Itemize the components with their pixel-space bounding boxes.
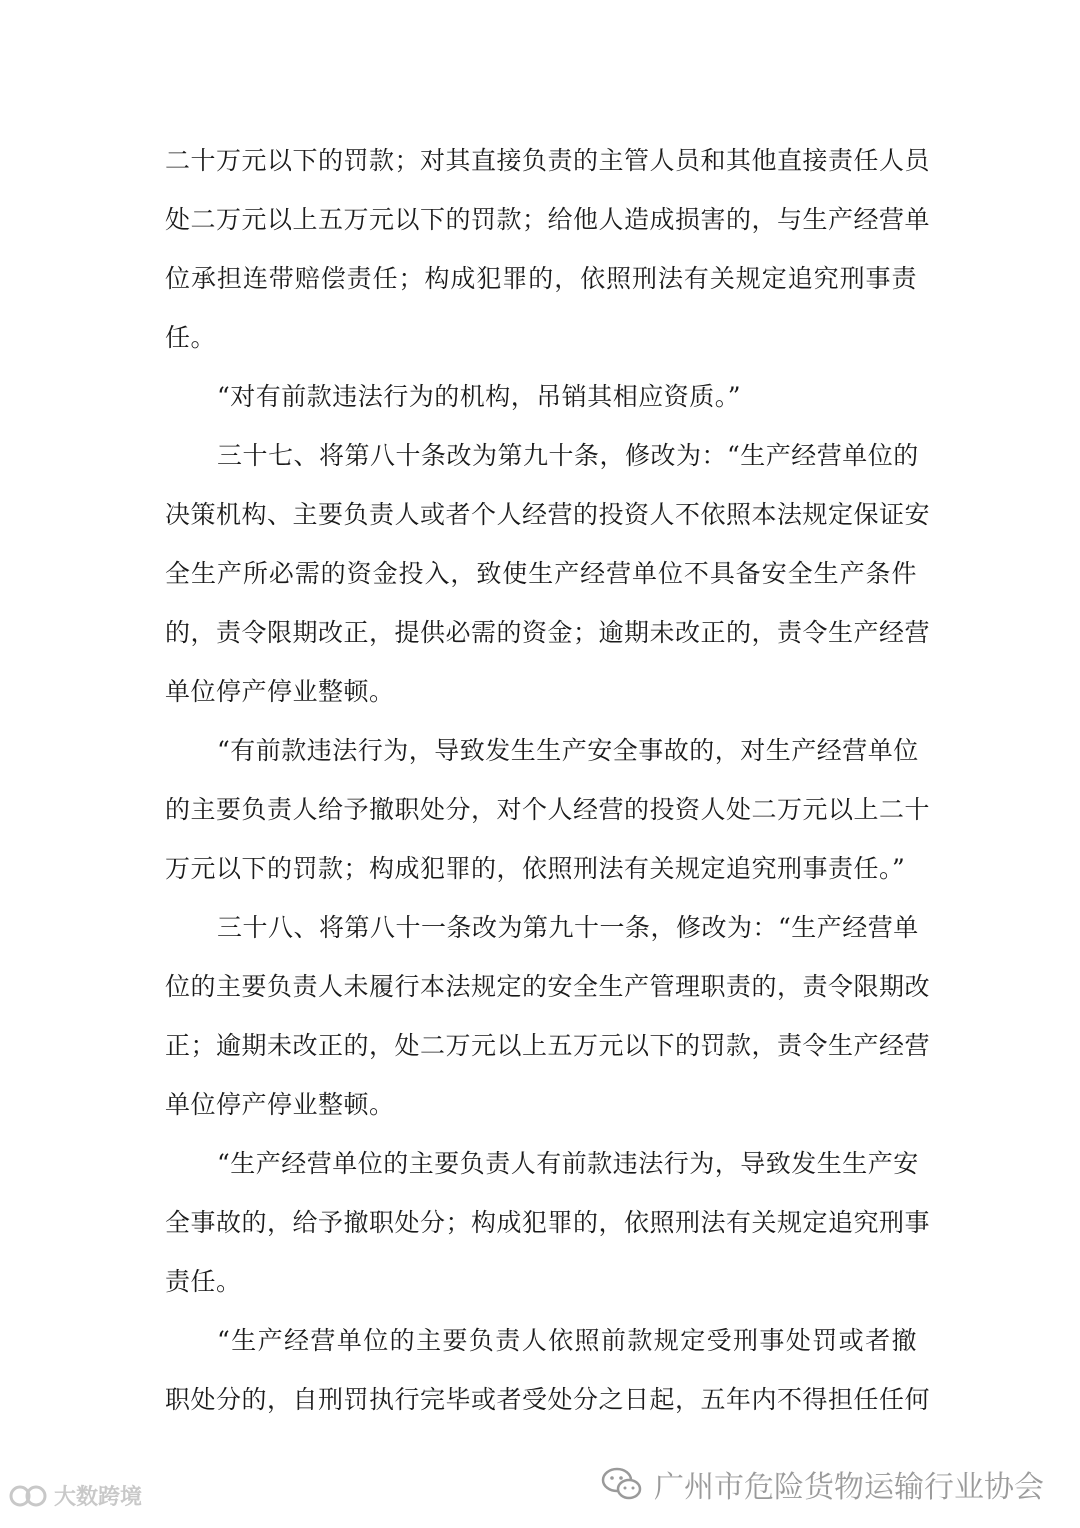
text-line: 任。 — [165, 323, 217, 352]
text-line: 位承担连带赔偿责任；构成犯罪的，依照刑法有关规定追究刑事责 — [165, 264, 917, 293]
text-line: “生产经营单位的主要负责人依照前款规定受刑事处罚或者撤 — [217, 1326, 917, 1355]
watermark-left — [8, 1480, 142, 1511]
text-line: 职处分的，自刑罚执行完毕或者受处分之日起，五年内不得担任任何 — [165, 1385, 931, 1414]
watermark-right — [600, 1462, 1044, 1506]
text-line: “有前款违法行为，导致发生生产安全事故的，对生产经营单位 — [217, 736, 919, 765]
text-line: 全生产所必需的资金投入，致使生产经营单位不具备安全生产条件 — [165, 559, 917, 588]
text-line: 全事故的，给予撤职处分；构成犯罪的，依照刑法有关规定追究刑事 — [165, 1208, 931, 1237]
text-line: 万元以下的罚款；构成犯罪的，依照刑法有关规定追究刑事责任。” — [165, 854, 906, 883]
document-body — [165, 138, 931, 1436]
wechat-icon — [600, 1465, 644, 1503]
text-line: 正；逾期未改正的，处二万元以上五万元以下的罚款，责令生产经营 — [165, 1031, 931, 1060]
text-line: 三十八、将第八十一条改为第九十一条，修改为：“生产经营单 — [217, 913, 919, 942]
text-line: 三十七、将第八十条改为第九十条，修改为：“生产经营单位的 — [217, 441, 919, 470]
text-line: “生产经营单位的主要负责人有前款违法行为，导致发生生产安 — [217, 1149, 919, 1178]
text-line: 二十万元以下的罚款；对其直接负责的主管人员和其他直接责任人员 — [165, 146, 931, 175]
text-line: 决策机构、主要负责人或者个人经营的投资人不依照本法规定保证安 — [165, 500, 931, 529]
text-line: 责任。 — [165, 1267, 242, 1296]
text-line: 单位停产停业整顿。 — [165, 677, 395, 706]
watermark-right-text: 广州市危险货物运输行业协会 — [654, 1470, 1044, 1505]
camera-logo-icon — [8, 1481, 48, 1511]
text-line: 位的主要负责人未履行本法规定的安全生产管理职责的，责令限期改 — [165, 972, 931, 1001]
text-line: 单位停产停业整顿。 — [165, 1090, 395, 1119]
watermark-left-text: 大数跨境 — [54, 1485, 143, 1510]
text-line: 处二万元以上五万元以下的罚款；给他人造成损害的，与生产经营单 — [165, 205, 931, 234]
text-line: 的，责令限期改正，提供必需的资金；逾期未改正的，责令生产经营 — [165, 618, 931, 647]
text-line: “对有前款违法行为的机构，吊销其相应资质。” — [217, 382, 742, 411]
text-line: 的主要负责人给予撤职处分，对个人经营的投资人处二万元以上二十 — [165, 795, 931, 824]
